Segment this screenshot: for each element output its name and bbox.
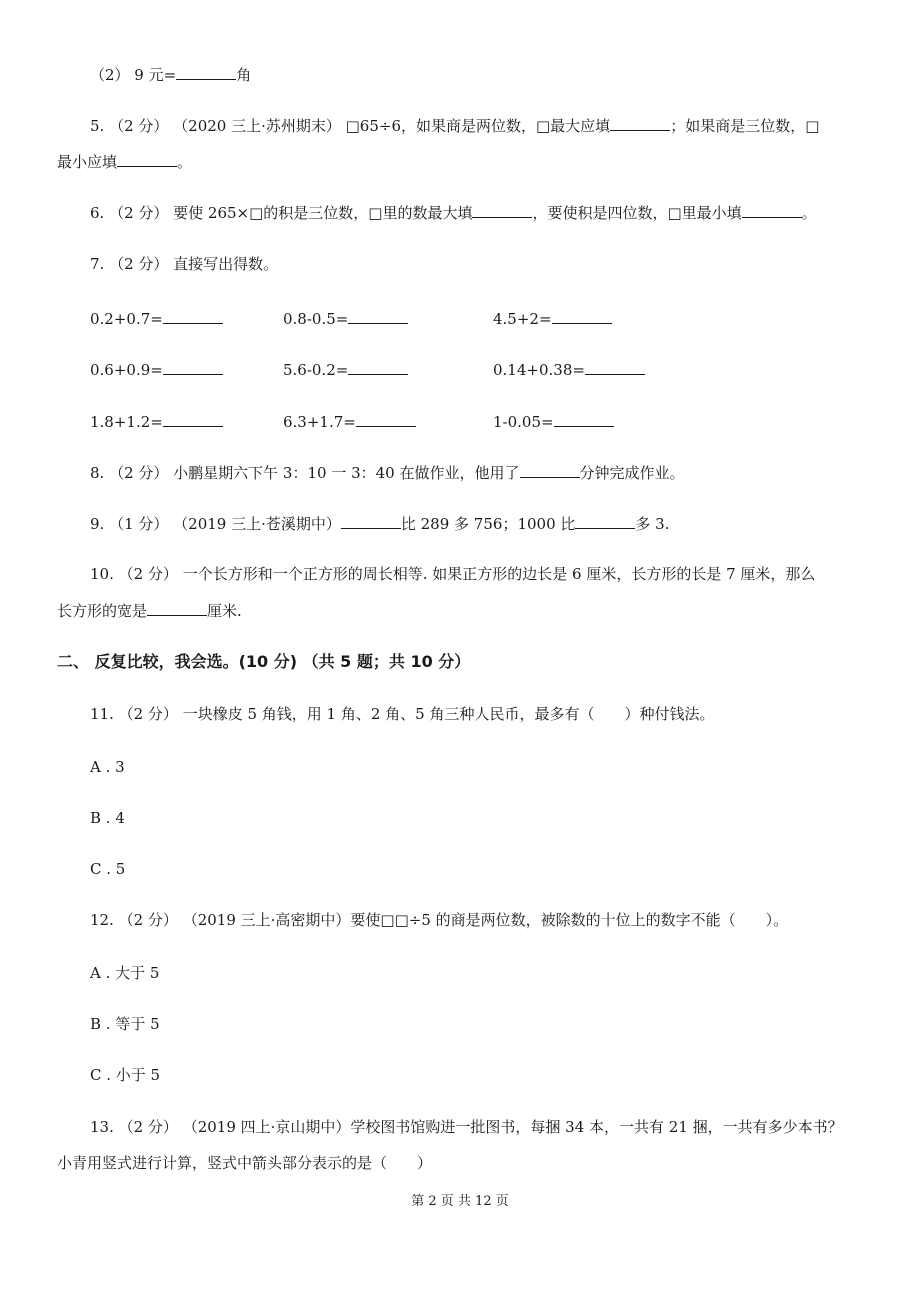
- q8-text-a: 8. （2 分） 小鹏星期六下午 3：10 一 3：40 在做作业，他用了: [90, 464, 520, 482]
- q4-2-prefix: （2） 9 元=: [90, 66, 177, 84]
- question-12-stem: 12. （2 分） （2019 三上·高密期中）要使□□÷5 的商是两位数，被除数的十位上的数字不能（ ）。: [90, 911, 789, 929]
- q7-item: 0.14+0.38=: [493, 359, 645, 379]
- q6-text-a: 6. （2 分） 要使 265×□的积是三位数，□里的数最大填: [90, 204, 473, 222]
- q11-option-c[interactable]: C . 5: [90, 860, 126, 878]
- q9-text-c: 多 3.: [635, 515, 670, 533]
- answer-blank[interactable]: [554, 411, 614, 427]
- q7-item: 0.2+0.7=: [90, 308, 223, 328]
- q11-option-a[interactable]: A . 3: [90, 758, 125, 776]
- answer-blank[interactable]: [610, 115, 670, 131]
- q4-2-suffix: 角: [236, 66, 252, 84]
- answer-blank[interactable]: [176, 64, 236, 80]
- answer-blank[interactable]: [348, 359, 408, 375]
- question-13-line-2: 小青用竖式进行计算，竖式中箭头部分表示的是（ ）: [57, 1154, 433, 1172]
- q7-item: 1-0.05=: [493, 411, 614, 431]
- q8-text-b: 分钟完成作业。: [579, 464, 685, 482]
- answer-blank[interactable]: [341, 513, 401, 529]
- answer-blank[interactable]: [356, 411, 416, 427]
- answer-blank[interactable]: [147, 600, 207, 616]
- q11-option-b[interactable]: B . 4: [90, 809, 125, 827]
- answer-blank[interactable]: [520, 462, 580, 478]
- q5-text-b: ；如果商是三位数，□: [670, 117, 820, 135]
- q7-item: 5.6-0.2=: [283, 359, 408, 379]
- question-11-stem: 11. （2 分） 一块橡皮 5 角钱，用 1 角、2 角、5 角三种人民币，最多有（ ）种付钱法。: [90, 705, 715, 723]
- question-9: [90, 513, 669, 534]
- q5-text-a: 5. （2 分） （2020 三上·苏州期末） □65÷6，如果商是两位数，□最大应填: [90, 117, 611, 135]
- answer-blank[interactable]: [575, 513, 635, 529]
- question-4-part-2: [90, 64, 251, 85]
- answer-blank[interactable]: [348, 308, 408, 324]
- q7-item: 4.5+2=: [493, 308, 612, 328]
- section-2-heading: 二、 反复比较，我会选。(10 分) （共 5 题；共 10 分）: [57, 652, 471, 671]
- answer-blank[interactable]: [163, 308, 223, 324]
- q9-text-a: 9. （1 分） （2019 三上·苍溪期中）: [90, 515, 341, 533]
- question-7-title: 7. （2 分） 直接写出得数。: [90, 255, 279, 273]
- q12-option-b[interactable]: B . 等于 5: [90, 1015, 160, 1033]
- q12-option-c[interactable]: C . 小于 5: [90, 1066, 161, 1084]
- answer-blank[interactable]: [163, 411, 223, 427]
- q6-text-b: ，要使积是四位数，□里最小填: [532, 204, 742, 222]
- q7-item: 0.6+0.9=: [90, 359, 223, 379]
- q12-option-a[interactable]: A . 大于 5: [90, 964, 160, 982]
- page-footer: 第 2 页 共 12 页: [411, 1194, 509, 1209]
- q7-item: 6.3+1.7=: [283, 411, 416, 431]
- q10-text-b: 厘米.: [207, 602, 242, 620]
- answer-blank[interactable]: [472, 202, 532, 218]
- answer-blank[interactable]: [585, 359, 645, 375]
- answer-blank[interactable]: [742, 202, 802, 218]
- q5-text-d: 。: [177, 153, 193, 171]
- q7-item: 1.8+1.2=: [90, 411, 223, 431]
- q7-item: 0.8-0.5=: [283, 308, 408, 328]
- q9-text-b: 比 289 多 756；1000 比: [400, 515, 576, 533]
- question-13-line-1: 13. （2 分） （2019 四上·京山期中）学校图书馆购进一批图书，每捆 34 本，一共有 21 捆，一共有多少本书？: [90, 1118, 843, 1136]
- q5-text-c: 最小应填: [57, 153, 118, 171]
- answer-blank[interactable]: [163, 359, 223, 375]
- question-8: [90, 462, 685, 483]
- question-10-line-2: [57, 600, 242, 621]
- question-5-line-2: [57, 151, 192, 172]
- q6-text-c: 。: [801, 204, 817, 222]
- question-10-line-1: 10. （2 分） 一个长方形和一个正方形的周长相等. 如果正方形的边长是 6 厘米，长方形的长是 7 厘米，那么: [90, 565, 816, 583]
- question-6: [90, 202, 817, 223]
- question-5-line-1: [90, 115, 819, 136]
- answer-blank[interactable]: [552, 308, 612, 324]
- answer-blank[interactable]: [117, 151, 177, 167]
- q10-text-a: 长方形的宽是: [57, 602, 148, 620]
